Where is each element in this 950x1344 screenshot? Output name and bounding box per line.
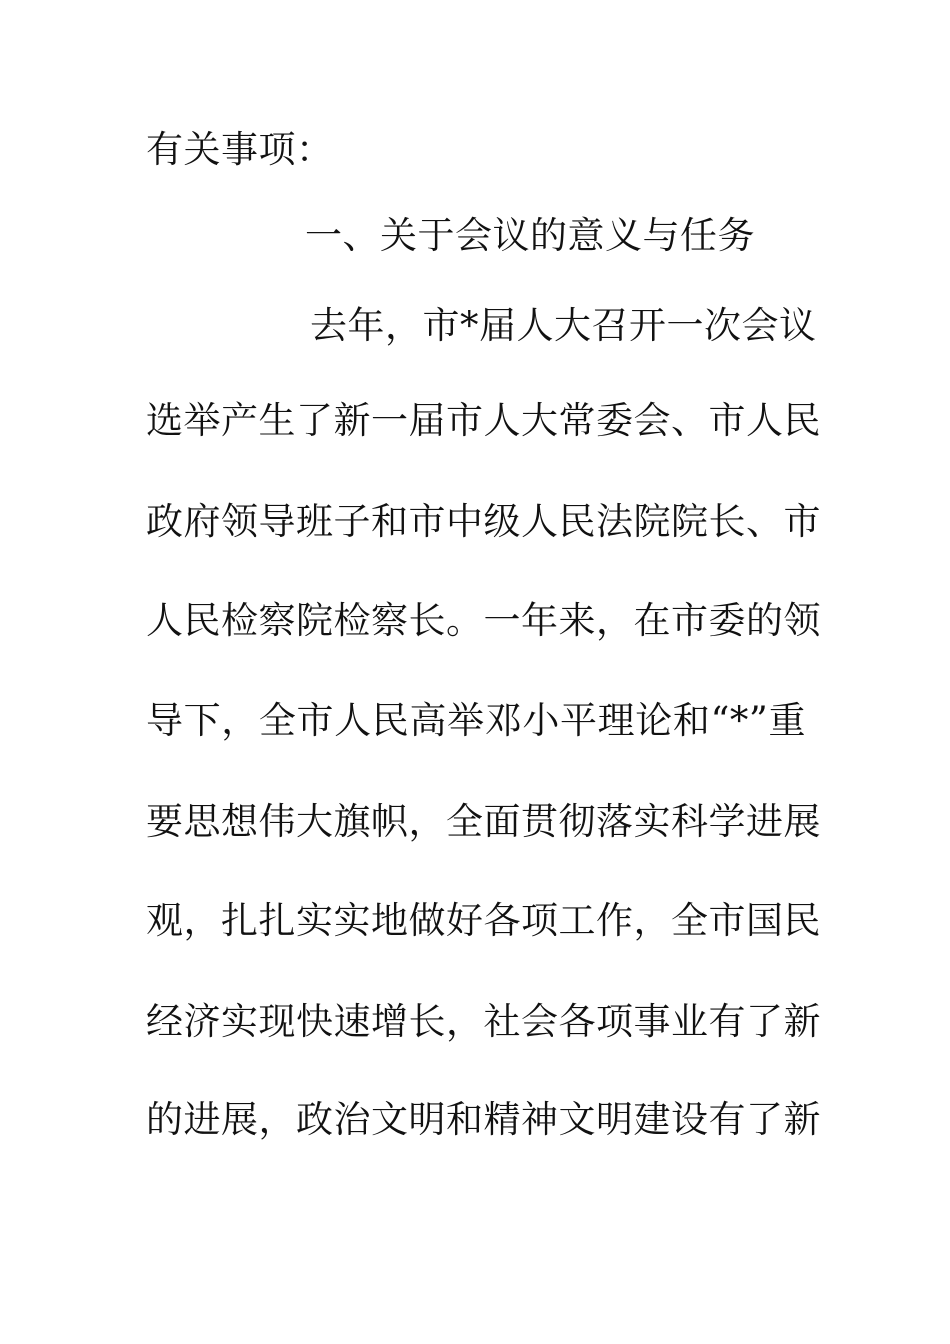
- paragraph-first-line: 去年，市*届人大召开一次会议: [310, 304, 817, 347]
- paragraph-line-3: 政府领导班子和市中级人民法院院长、市: [146, 500, 821, 543]
- paragraph-line-6: 要思想伟大旗帜，全面贯彻落实科学进展: [146, 800, 821, 843]
- paragraph-line-8: 经济实现快速增长，社会各项事业有了新: [146, 1000, 821, 1043]
- text-line-1: 有关事项：: [146, 128, 334, 171]
- paragraph-line-7: 观，扎扎实实地做好各项工作，全市国民: [146, 899, 821, 942]
- section-heading: 一、关于会议的意义与任务: [305, 214, 755, 257]
- paragraph-line-4: 人民检察院检察长。一年来，在市委的领: [146, 599, 821, 642]
- paragraph-line-2: 选举产生了新一届市人大常委会、市人民: [146, 399, 821, 442]
- paragraph-line-9: 的进展，政治文明和精神文明建设有了新: [146, 1098, 821, 1141]
- paragraph-line-5: 导下，全市人民高举邓小平理论和“*”重: [146, 699, 806, 742]
